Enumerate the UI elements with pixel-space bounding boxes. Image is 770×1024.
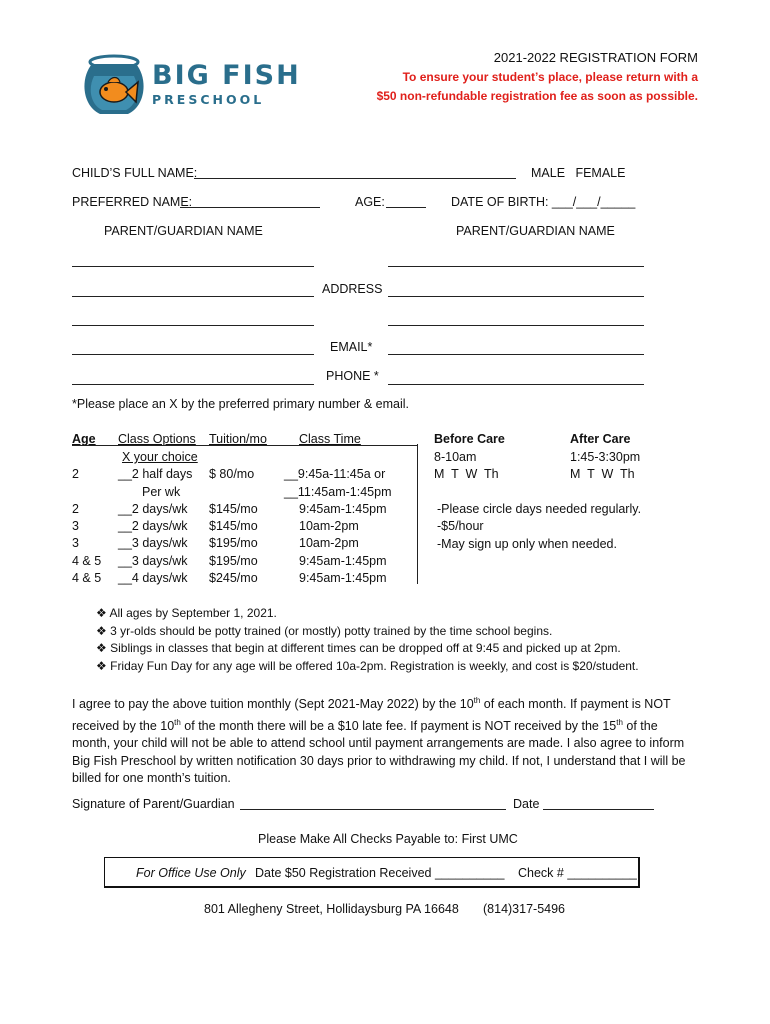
list-item bbox=[96, 659, 639, 673]
choice-mark: X your choice bbox=[122, 450, 198, 464]
notice-line-2: $50 non-refundable registration fee as soon as possible. bbox=[376, 89, 698, 103]
diamond-bullet-icon: ❖ bbox=[96, 624, 107, 638]
age-field[interactable] bbox=[386, 193, 426, 208]
office-use-label: For Office Use Only bbox=[136, 866, 246, 880]
row-tuition: $ 80/mo bbox=[209, 467, 255, 481]
row-time[interactable]: __11:45am-1:45pm bbox=[284, 485, 392, 499]
header-after-care: After Care bbox=[570, 432, 631, 446]
care-note: -$5/hour bbox=[437, 519, 484, 533]
office-use-box bbox=[104, 857, 640, 888]
after-care-days[interactable]: M T W Th bbox=[570, 467, 635, 481]
row-option[interactable]: __3 days/wk bbox=[118, 554, 188, 568]
parent2-address-field[interactable] bbox=[388, 282, 644, 297]
care-note: -Please circle days needed regularly. bbox=[437, 502, 642, 516]
row-time[interactable]: __9:45a-11:45a or bbox=[284, 467, 386, 481]
checks-payable-note: Please Make All Checks Payable to: First UMC bbox=[258, 832, 518, 846]
child-name-label: CHILD’S FULL NAME: bbox=[72, 166, 201, 180]
primary-contact-note: *Please place an X by the preferred primary number & email. bbox=[72, 397, 409, 411]
list-item bbox=[96, 624, 552, 638]
parent2-phone-field[interactable] bbox=[388, 370, 644, 385]
header-age: Age bbox=[72, 432, 96, 446]
agreement-text: I agree to pay the above tuition monthly (Sept 2021-May 2022) by the 10 bbox=[72, 697, 474, 712]
row-time: 9:45am-1:45pm bbox=[299, 571, 387, 585]
date-label: Date bbox=[513, 797, 540, 811]
row-tuition: $145/mo bbox=[209, 519, 258, 533]
parent2-email-field[interactable] bbox=[388, 340, 644, 355]
ordinal: th bbox=[473, 696, 481, 705]
row-time: 10am-2pm bbox=[299, 536, 359, 550]
parent1-name-field[interactable] bbox=[72, 252, 314, 267]
before-care-time: 8-10am bbox=[434, 450, 477, 464]
registration-received-field[interactable]: Date $50 Registration Received __________ bbox=[255, 866, 505, 880]
phone-label: PHONE * bbox=[326, 369, 379, 383]
form-title: 2021-2022 REGISTRATION FORM bbox=[493, 50, 698, 65]
parent-label-right: PARENT/GUARDIAN NAME bbox=[456, 224, 615, 238]
row-tuition: $195/mo bbox=[209, 554, 258, 568]
parent2-address-line2-field[interactable] bbox=[388, 311, 644, 326]
row-option[interactable]: __4 days/wk bbox=[118, 571, 188, 585]
row-age: 3 bbox=[72, 536, 79, 550]
choice-note bbox=[118, 450, 198, 464]
row-age: 3 bbox=[72, 519, 79, 533]
notice-line-1: To ensure your student’s place, please return with a bbox=[402, 70, 698, 84]
email-label: EMAIL* bbox=[330, 340, 373, 354]
dob-field[interactable]: DATE OF BIRTH: ___/___/_____ bbox=[451, 195, 636, 209]
agreement-text: of the month there will be a $10 late fee. If payment is NOT received by the 15 bbox=[180, 718, 617, 733]
row-time: 9:45am-1:45pm bbox=[299, 502, 387, 516]
diamond-bullet-icon: ❖ bbox=[96, 606, 107, 620]
header-tuition: Tuition/mo bbox=[209, 432, 267, 446]
row-option[interactable]: __3 days/wk bbox=[118, 536, 188, 550]
gender-options[interactable]: MALE FEMALE bbox=[531, 166, 626, 180]
parent1-phone-field[interactable] bbox=[72, 370, 314, 385]
preferred-name-label: PREFERRED NAME: bbox=[72, 195, 196, 209]
agreement-text: of each month. If payment is NOT received by the 10 bbox=[72, 697, 671, 733]
care-note: -May sign up only when needed. bbox=[437, 537, 617, 551]
list-item bbox=[96, 641, 621, 655]
header-class-options: Class Options bbox=[118, 432, 196, 446]
row-time: 9:45am-1:45pm bbox=[299, 554, 387, 568]
diamond-bullet-icon: ❖ bbox=[96, 641, 107, 655]
age-label: AGE: bbox=[355, 195, 389, 209]
row-tuition: $245/mo bbox=[209, 571, 258, 585]
signature-date-field[interactable] bbox=[543, 795, 654, 810]
fishbowl-icon bbox=[78, 48, 150, 120]
row-option[interactable]: __2 half days bbox=[118, 467, 193, 481]
logo-title: BIG FISH bbox=[152, 60, 301, 91]
address-label: ADDRESS bbox=[322, 282, 383, 296]
row-tuition: $145/mo bbox=[209, 502, 258, 516]
row-time: 10am-2pm bbox=[299, 519, 359, 533]
diamond-bullet-icon: ❖ bbox=[96, 659, 107, 673]
bullet-text: Friday Fun Day for any age will be offered 10a-2pm. Registration is weekly, and cost is $20/student. bbox=[110, 659, 639, 673]
tuition-agreement bbox=[72, 692, 690, 788]
row-age: 4 & 5 bbox=[72, 554, 102, 568]
ordinal: th bbox=[616, 717, 623, 727]
parent-label-left: PARENT/GUARDIAN NAME bbox=[104, 224, 263, 238]
list-item bbox=[96, 606, 277, 620]
row-age: 2 bbox=[72, 502, 79, 516]
signature-label: Signature of Parent/Guardian bbox=[72, 797, 235, 811]
bullet-text: Siblings in classes that begin at different times can be dropped off at 9:45 and picked up at 2pm. bbox=[110, 641, 621, 655]
parent1-email-field[interactable] bbox=[72, 340, 314, 355]
logo-subtitle: PRESCHOOL bbox=[152, 92, 265, 107]
footer-address: 801 Allegheny Street, Hollidaysburg PA 16648 bbox=[204, 902, 459, 916]
row-option[interactable]: __2 days/wk bbox=[118, 519, 188, 533]
row-age: 2 bbox=[72, 467, 79, 481]
header-before-care: Before Care bbox=[434, 432, 505, 446]
bullet-text: 3 yr-olds should be potty trained (or mostly) potty trained by the time school begins. bbox=[110, 624, 553, 638]
parent2-name-field[interactable] bbox=[388, 252, 644, 267]
footer-phone: (814)317-5496 bbox=[483, 902, 566, 916]
agreement-text: of the month, your child will not be able to attend school until payment arrangements are made. I also agree to inform Big Fish Preschool by written notification 30 days prior to withdrawing my child. If not, I understand that I will be billed for one month’s tuition. bbox=[72, 718, 686, 786]
parent1-address-field[interactable] bbox=[72, 282, 314, 297]
parent1-address-line2-field[interactable] bbox=[72, 311, 314, 326]
row-age: 4 & 5 bbox=[72, 571, 102, 585]
child-name-field[interactable] bbox=[194, 164, 516, 179]
ordinal: th bbox=[174, 717, 181, 727]
table-divider bbox=[417, 444, 418, 584]
preferred-name-field[interactable] bbox=[180, 193, 320, 208]
row-option: Per wk bbox=[142, 485, 181, 499]
header-class-time: Class Time bbox=[299, 432, 361, 446]
check-number-field[interactable]: Check # __________ bbox=[518, 866, 637, 880]
bullet-text: All ages by September 1, 2021. bbox=[109, 606, 277, 620]
before-care-days[interactable]: M T W Th bbox=[434, 467, 499, 481]
signature-field[interactable] bbox=[240, 795, 506, 810]
header-underline bbox=[72, 432, 417, 446]
after-care-time: 1:45-3:30pm bbox=[570, 450, 641, 464]
row-tuition: $195/mo bbox=[209, 536, 258, 550]
row-option[interactable]: __2 days/wk bbox=[118, 502, 188, 516]
